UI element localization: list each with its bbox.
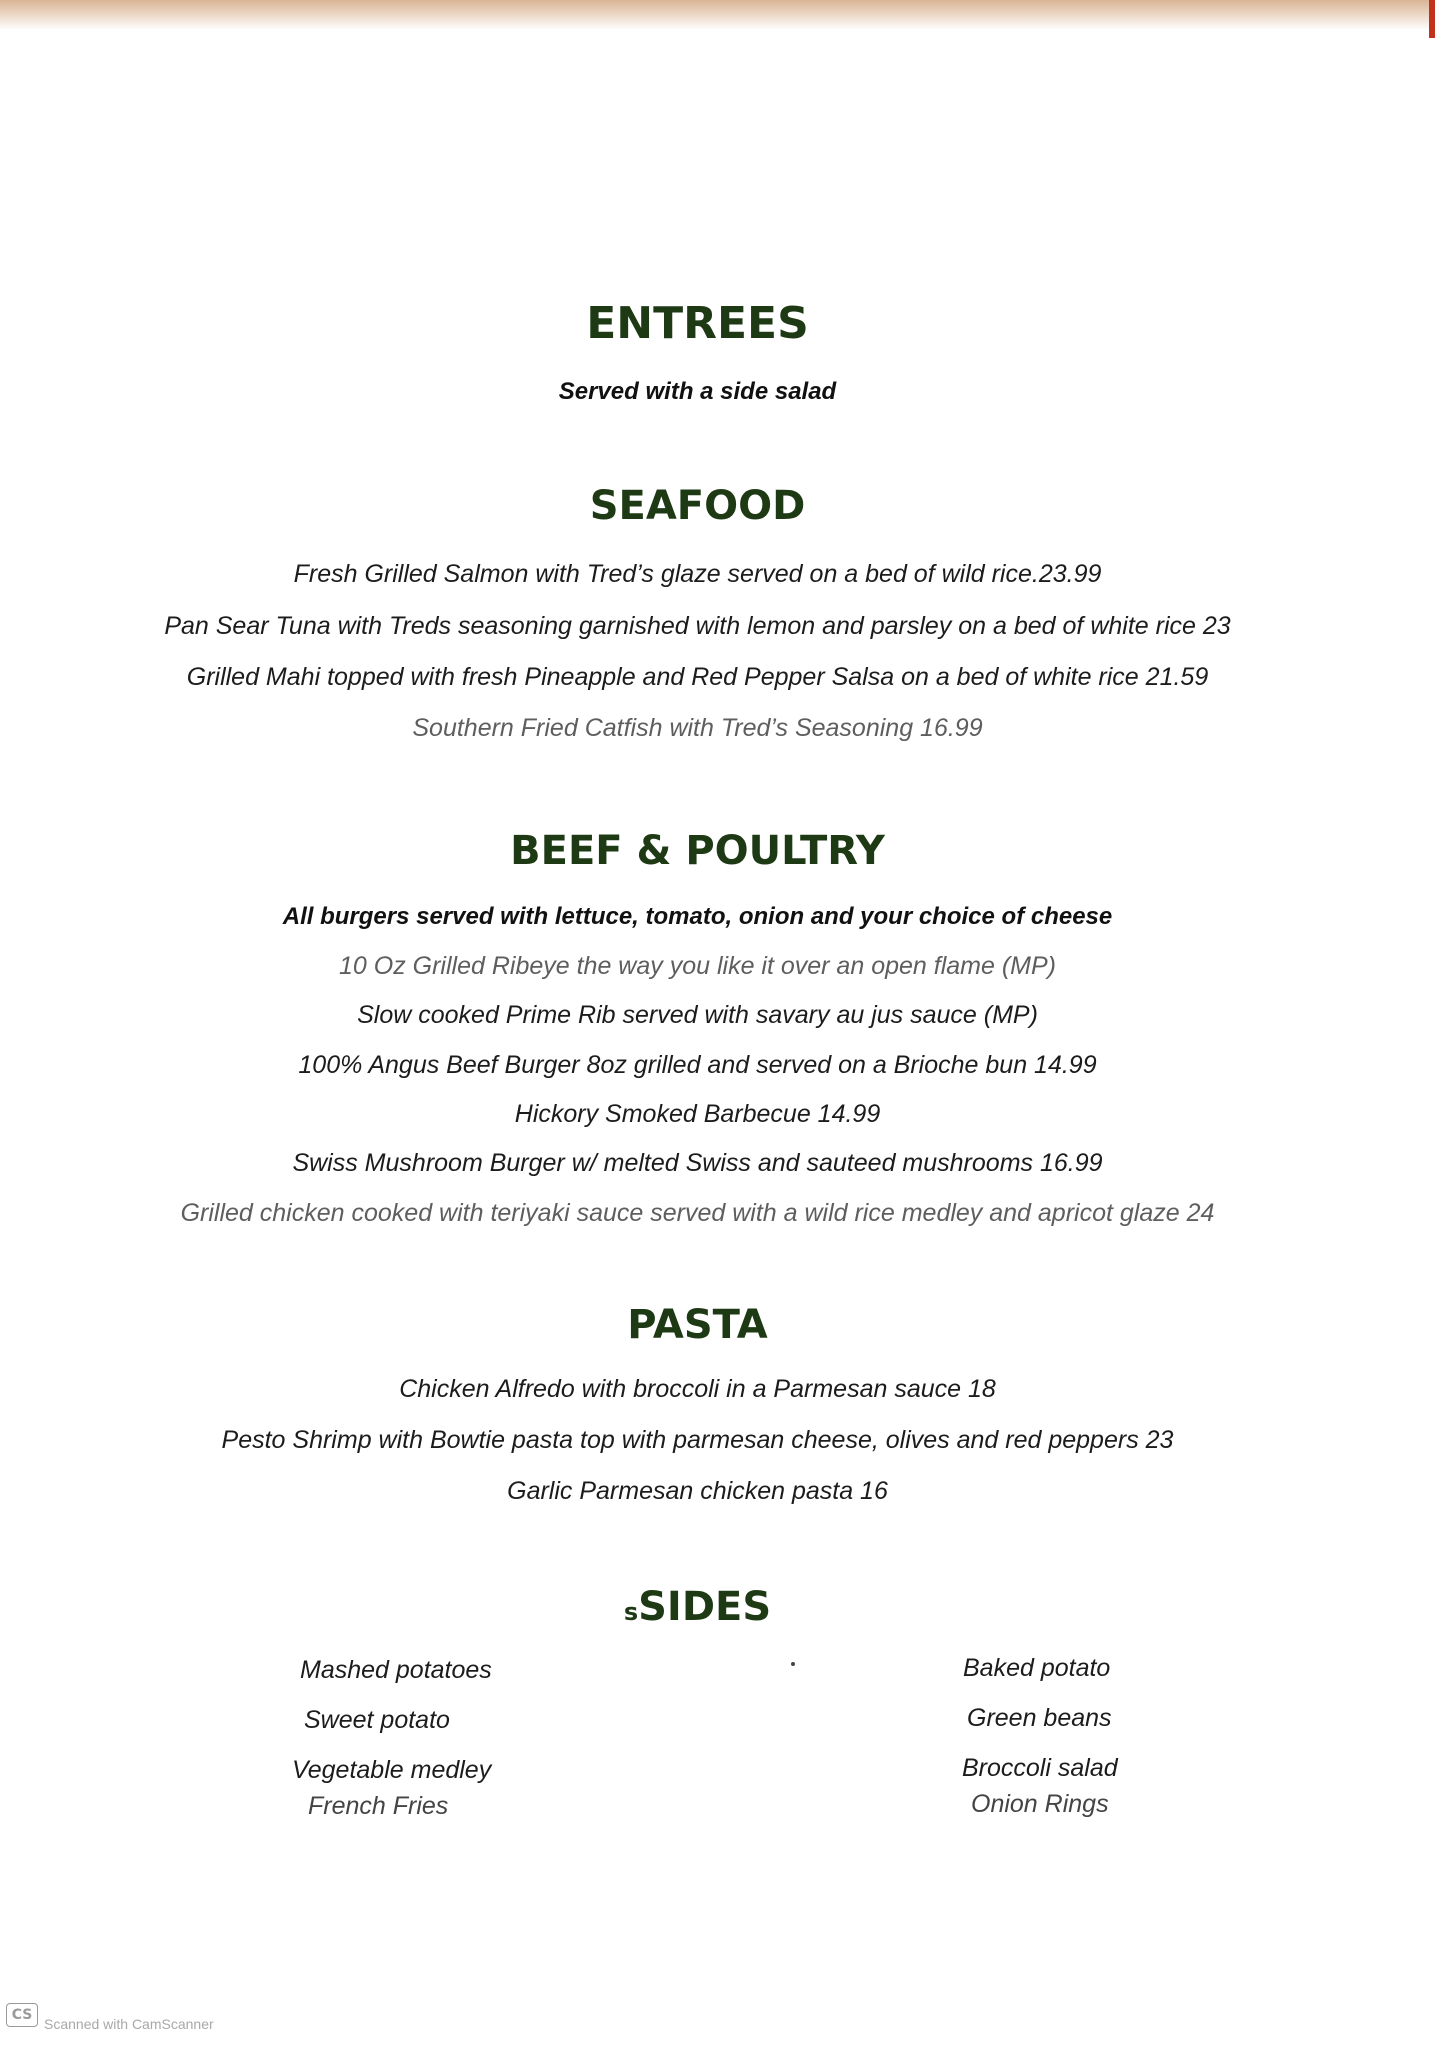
seafood-item: Southern Fried Catfish with Tred’s Seasoning 16.99 xyxy=(412,714,983,742)
camscanner-logo-icon: CS xyxy=(6,2003,38,2027)
pasta-item: Pesto Shrimp with Bowtie pasta top with parmesan cheese, olives and red peppers 23 xyxy=(221,1426,1174,1454)
entrees-heading: ENTREES xyxy=(586,298,809,349)
side-left-item: Sweet potato xyxy=(304,1706,450,1734)
side-right-item: Broccoli salad xyxy=(962,1754,1118,1782)
beef-poultry-item: 10 Oz Grilled Ribeye the way you like it over an open flame (MP) xyxy=(339,952,1056,980)
beef-poultry-item: Slow cooked Prime Rib served with savary au jus sauce (MP) xyxy=(357,1001,1038,1029)
side-right-item: Baked potato xyxy=(963,1654,1111,1682)
beef-poultry-heading: BEEF & POULTRY xyxy=(510,828,885,874)
seafood-heading: SEAFOOD xyxy=(589,483,806,529)
side-left-item: Mashed potatoes xyxy=(300,1656,492,1684)
beef-poultry-item: Grilled chicken cooked with teriyaki sauce served with a wild rice medley and apricot glaze 24 xyxy=(180,1199,1215,1227)
pasta-heading: PASTA xyxy=(627,1302,768,1348)
seafood-item: Fresh Grilled Salmon with Tred’s glaze served on a bed of wild rice.23.99 xyxy=(293,560,1102,588)
camscanner-watermark: Scanned with CamScanner xyxy=(44,2016,214,2032)
scan-top-edge xyxy=(0,0,1435,30)
side-left-item: French Fries xyxy=(308,1792,449,1820)
pasta-item: Chicken Alfredo with broccoli in a Parmesan sauce 18 xyxy=(399,1375,996,1403)
pasta-item: Garlic Parmesan chicken pasta 16 xyxy=(507,1477,888,1505)
sides-heading xyxy=(0,1584,1395,1630)
scan-right-edge-mark xyxy=(1429,0,1435,38)
side-left-item: Vegetable medley xyxy=(292,1756,492,1784)
seafood-item: Pan Sear Tuna with Treds seasoning garnished with lemon and parsley on a bed of white rice 23 xyxy=(164,612,1231,640)
side-right-item: Onion Rings xyxy=(971,1790,1109,1818)
side-right-item: Green beans xyxy=(967,1704,1112,1732)
entrees-subtitle: Served with a side salad xyxy=(558,378,837,405)
stray-dot xyxy=(791,1662,795,1666)
beef-poultry-note: All burgers served with lettuce, tomato, onion and your choice of cheese xyxy=(282,903,1113,930)
beef-poultry-item: 100% Angus Beef Burger 8oz grilled and served on a Brioche bun 14.99 xyxy=(298,1051,1097,1079)
beef-poultry-item: Hickory Smoked Barbecue 14.99 xyxy=(514,1100,881,1128)
sides-heading-text: SIDES xyxy=(638,1584,772,1630)
seafood-item: Grilled Mahi topped with fresh Pineapple and Red Pepper Salsa on a bed of white rice 21.59 xyxy=(186,663,1209,691)
beef-poultry-item: Swiss Mushroom Burger w/ melted Swiss and sauteed mushrooms 16.99 xyxy=(292,1149,1103,1177)
sides-heading-prefix: s xyxy=(623,1598,639,1626)
